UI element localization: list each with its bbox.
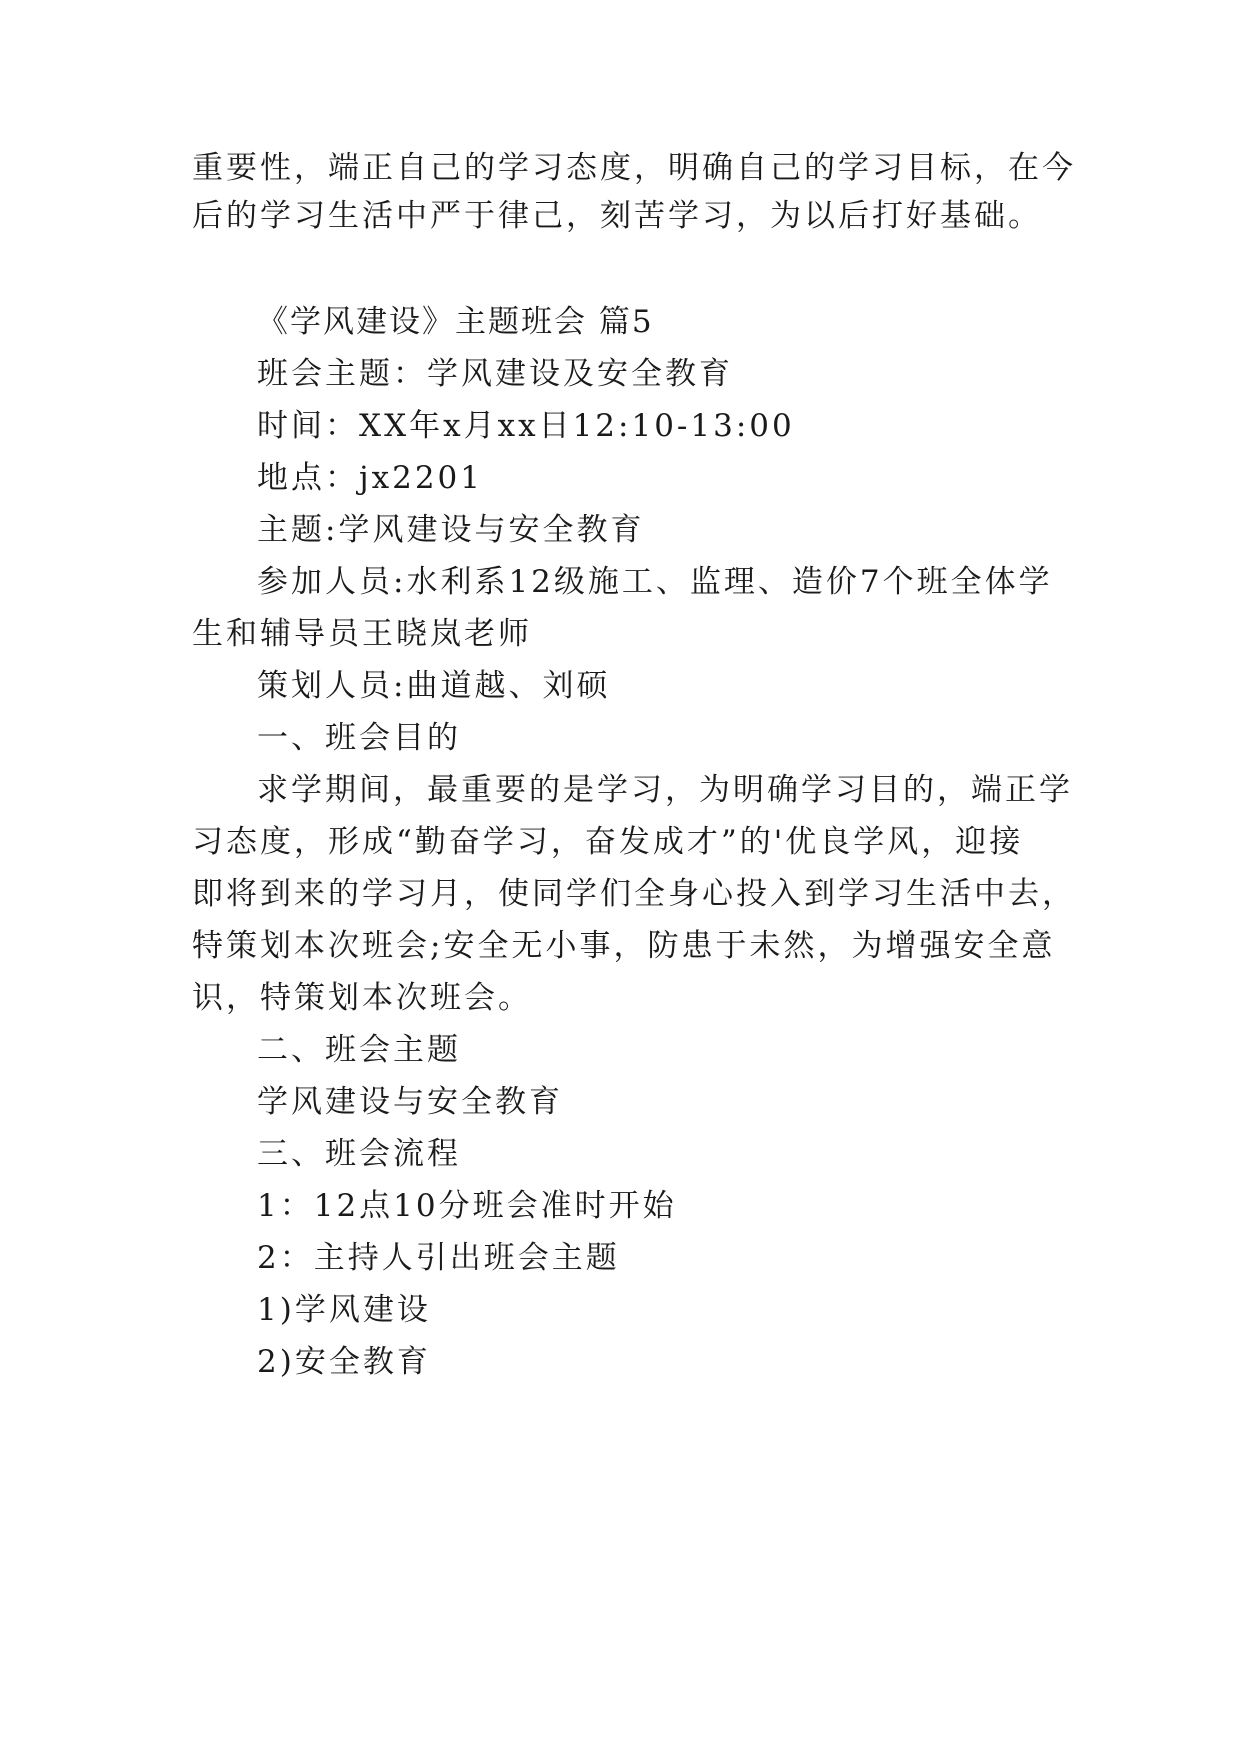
flow-step-2-item-1: 1)学风建设 (257, 1292, 431, 1328)
flow-step-1: 1：12点10分班会准时开始 (257, 1188, 677, 1224)
flow-heading: 三、班会流程 (257, 1136, 461, 1172)
purpose-line-3: 即将到来的学习月，使同学们全身心投入到学习生活中去， (192, 876, 1076, 912)
theme-heading: 二、班会主题 (257, 1032, 461, 1068)
intro-line-2: 后的学习生活中严于律己，刻苦学习，为以后打好基础。 (192, 198, 1042, 234)
purpose-line-5: 识，特策划本次班会。 (192, 980, 532, 1016)
purpose-line-1: 求学期间，最重要的是学习，为明确学习目的，端正学 (257, 772, 1073, 808)
meeting-time: 时间：XX年x月xx日12:10-13:00 (257, 408, 795, 444)
purpose-line-2: 习态度，形成“勤奋学习，奋发成才”的'优良学风，迎接 (192, 824, 1024, 860)
flow-step-2: 2：主持人引出班会主题 (257, 1240, 620, 1276)
meeting-theme: 班会主题：学风建设及安全教育 (257, 356, 733, 392)
participants-line-1: 参加人员:水利系12级施工、监理、造价7个班全体学 (257, 564, 1053, 600)
section-title: 《学风建设》主题班会 篇5 (257, 304, 654, 340)
intro-line-1: 重要性，端正自己的学习态度，明确自己的学习目标，在今 (192, 150, 1076, 186)
theme-text: 学风建设与安全教育 (257, 1084, 563, 1120)
purpose-heading: 一、班会目的 (257, 720, 461, 756)
participants-line-2: 生和辅导员王晓岚老师 (192, 616, 532, 652)
planners: 策划人员:曲道越、刘硕 (257, 668, 611, 704)
meeting-place: 地点：jx2201 (257, 460, 483, 496)
purpose-line-4: 特策划本次班会;安全无小事，防患于未然，为增强安全意 (192, 928, 1056, 964)
flow-step-2-item-2: 2)安全教育 (257, 1344, 431, 1380)
meeting-subject: 主题:学风建设与安全教育 (257, 512, 645, 548)
